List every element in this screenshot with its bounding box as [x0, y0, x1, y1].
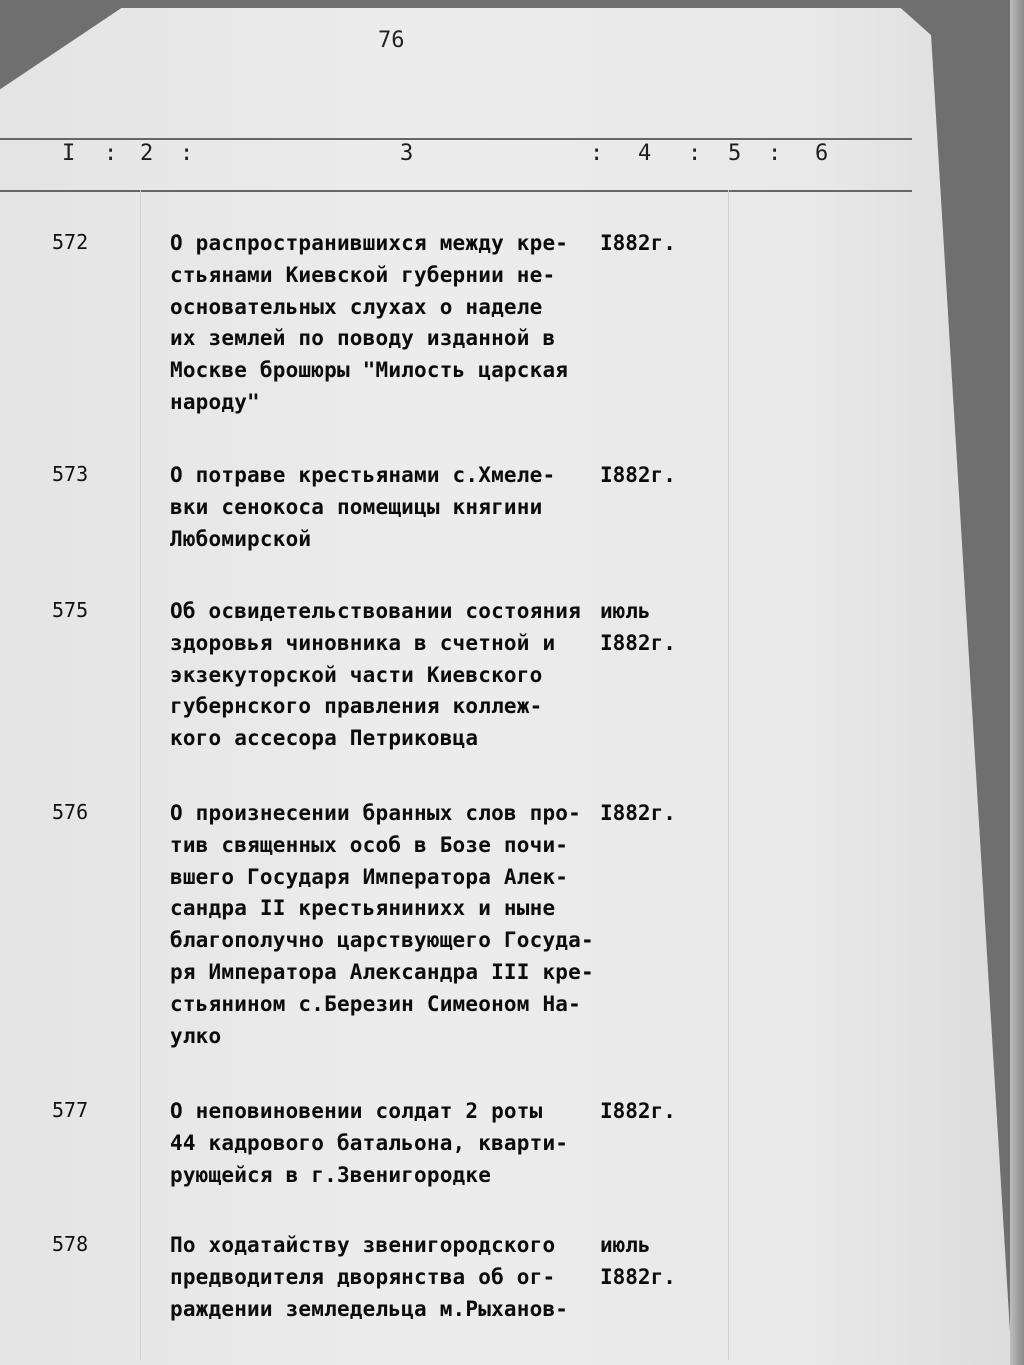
entry-description: [170, 1096, 610, 1191]
entry-number: 576: [52, 800, 89, 824]
column-separator: :: [768, 141, 782, 166]
entry-description-line: здоровья чиновника в счетной и: [170, 630, 556, 655]
entry-description-line: стьянами Киевской губернии не-: [170, 262, 556, 287]
entry-date-line: I882г.: [600, 801, 676, 825]
column-rule: [728, 190, 729, 1360]
entry-date-line: I882г.: [600, 1099, 676, 1123]
entry-description: [170, 460, 610, 555]
entry-description-line: тив священных особ в Бозе почи-: [170, 832, 569, 857]
entry-description-line: О потраве крестьянами с.Хмеле-: [170, 463, 556, 487]
entry-date: [600, 460, 676, 492]
entry-description-line: рующейся в г.Звенигородке: [170, 1162, 492, 1187]
entry-number: 572: [52, 230, 89, 254]
entry-date-line: I882г.: [600, 463, 676, 487]
entry-description-line: вшего Государя Императора Алек-: [170, 864, 569, 889]
entry-date-line: июль: [600, 599, 651, 623]
entry-description-line: О распространившихся между кре-: [170, 231, 569, 255]
column-separator: :: [104, 141, 118, 166]
entry-description-line: народу": [170, 389, 260, 414]
entry-description: [170, 798, 610, 1052]
entry-description-line: О произнесении бранных слов про-: [170, 801, 581, 825]
entry-description-line: ря Императора Александра III кре-: [170, 959, 594, 984]
entry-number: 573: [52, 462, 89, 486]
entry-description-line: экзекуторской части Киевского: [170, 662, 543, 687]
column-2-label: 2: [140, 141, 154, 166]
page-edge-shadow: [1010, 0, 1024, 1365]
entry-date: [600, 596, 676, 660]
entry-description-line: предводителя дворянства об ог-: [170, 1264, 556, 1289]
entry-description: [170, 596, 610, 755]
entry-number: 578: [52, 1232, 89, 1256]
entry-description-line: сандра II крестьянинихх и ныне: [170, 896, 556, 921]
entry-description-line: их землей по поводу изданной в: [170, 326, 556, 351]
entry-description-line: основательных слухах о наделе: [170, 294, 543, 319]
entry-date: [600, 798, 676, 830]
entry-description: [170, 1230, 610, 1325]
entry-date: [600, 228, 676, 260]
entry-description-line: По ходатайству звенигородского: [170, 1233, 556, 1257]
entry-number: 577: [52, 1098, 89, 1122]
entry-description-line: О неповиновении солдат 2 роты: [170, 1099, 543, 1123]
entry-date: [600, 1230, 676, 1294]
column-4-label: 4: [638, 141, 652, 166]
entry-date: [600, 1096, 676, 1128]
column-3-label: 3: [400, 141, 414, 166]
entry-date-line: июль: [600, 1233, 651, 1257]
column-separator: :: [590, 141, 604, 166]
column-1-label: I: [62, 141, 76, 166]
entry-description-line: Любомирской: [170, 526, 312, 551]
entry-description-line: вки сенокоса помещицы княгини: [170, 494, 543, 519]
entry-description-line: благополучно царствующего Госуда-: [170, 928, 594, 953]
entry-description-line: губернского правления коллеж-: [170, 694, 543, 719]
entry-description-line: стьянином с.Березин Симеоном На-: [170, 991, 581, 1016]
entry-description-line: раждении земледельца м.Рыханов-: [170, 1296, 569, 1321]
entry-description-line: 44 кадрового батальона, кварти-: [170, 1130, 569, 1155]
entry-description-line: кого ассесора Петриковца: [170, 726, 479, 751]
entry-date-line: I882г.: [600, 1264, 676, 1289]
column-6-label: 6: [815, 141, 829, 166]
entry-date-line: I882г.: [600, 231, 676, 255]
column-separator: :: [688, 141, 702, 166]
column-separator: :: [180, 141, 194, 166]
entry-description: [170, 228, 610, 419]
entry-description-line: Москве брошюры "Милость царская: [170, 358, 569, 383]
entry-number: 575: [52, 598, 89, 622]
entry-description-line: Об освидетельствовании состояния: [170, 599, 581, 623]
entry-description-line: улко: [170, 1023, 222, 1048]
column-rule: [140, 190, 141, 1360]
column-5-label: 5: [728, 141, 742, 166]
entry-date-line: I882г.: [600, 630, 676, 655]
page-number: 76: [378, 28, 405, 53]
